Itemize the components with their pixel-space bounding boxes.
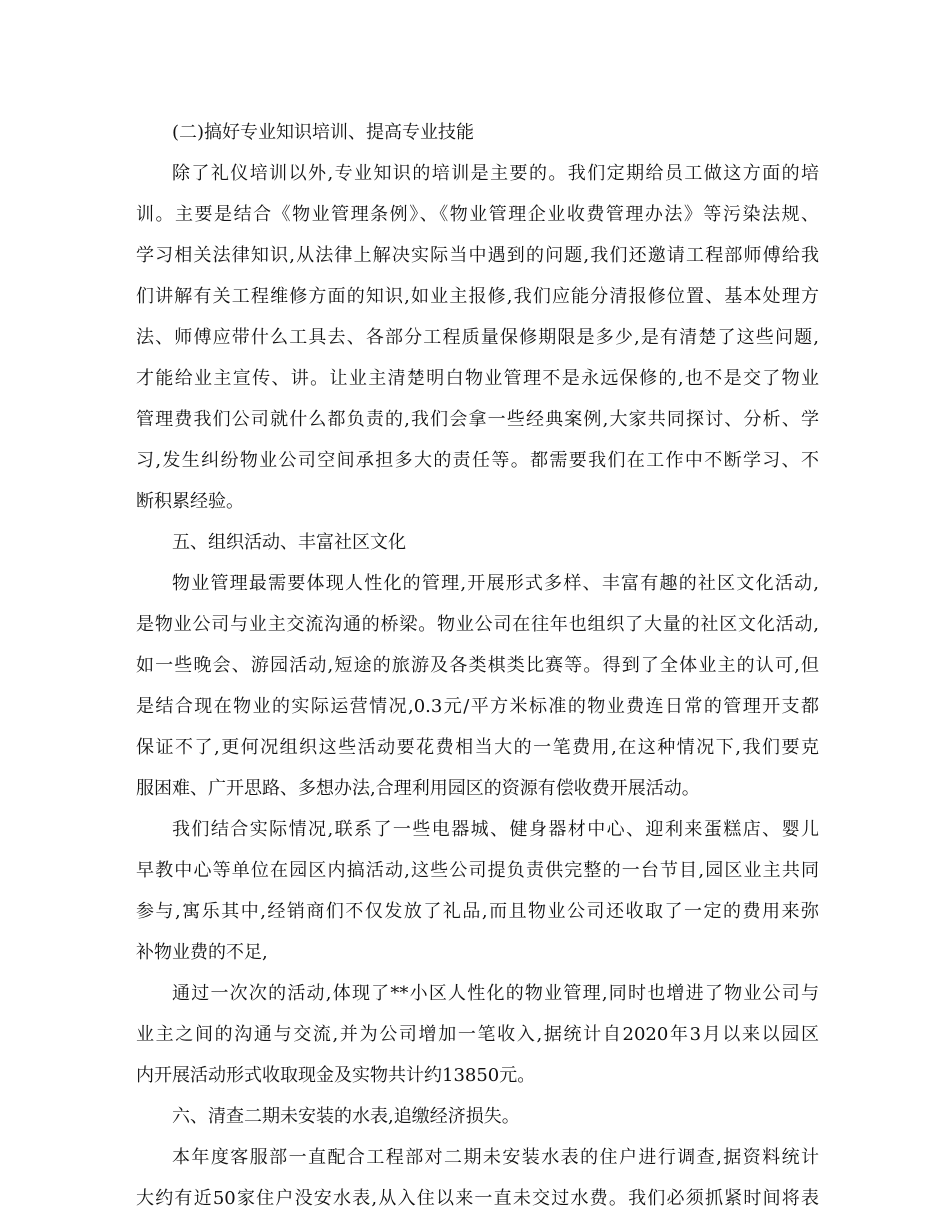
paragraph-line: 补物业费的不足,	[136, 942, 268, 963]
section-heading: 五、组织活动、丰富社区文化	[172, 532, 406, 553]
paragraph-line: 早教中心等单位在园区内搞活动,这些公司提负责供完整的一台节目,园区业主共同	[136, 860, 819, 881]
paragraph-line: 大约有近50家住户没安水表,从入住以来一直未交过水费。我们必须抓紧时间将表	[136, 1188, 819, 1209]
paragraph-line: 学习相关法律知识,从法律上解决实际当中遇到的问题,我们还邀请工程部师傅给我	[136, 245, 819, 266]
paragraph-line: 参与,寓乐其中,经销商们不仅发放了礼品,而且物业公司还收取了一定的费用来弥	[136, 901, 819, 922]
paragraph-line: 通过一次次的活动,体现了**小区人性化的物业管理,同时也增进了物业公司与	[172, 983, 819, 1004]
paragraph-line: 是物业公司与业主交流沟通的桥梁。物业公司在往年也组织了大量的社区文化活动,	[136, 614, 819, 635]
paragraph-line: 训。主要是结合《物业管理条例》、《物业管理企业收费管理办法》等污染法规、	[136, 204, 819, 225]
document-page	[136, 112, 819, 1219]
paragraph-line: 管理费我们公司就什么都负责的,我们会拿一些经典案例,大家共同探讨、分析、学	[136, 409, 819, 430]
paragraph-line: 服困难、广开思路、多想办法,合理利用园区的资源有偿收费开展活动。	[136, 778, 700, 799]
paragraph-line: 我们结合实际情况,联系了一些电器城、健身器材中心、迎利来蛋糕店、婴儿	[172, 819, 819, 840]
paragraph-line: 是结合现在物业的实际运营情况,0.3元/平方米标准的物业费连日常的管理开支都	[136, 696, 819, 717]
paragraph-line: 习,发生纠纷物业公司空间承担多大的责任等。都需要我们在工作中不断学习、不	[136, 450, 819, 471]
paragraph-line: 才能给业主宣传、讲。让业主清楚明白物业管理不是永远保修的,也不是交了物业	[136, 368, 819, 389]
paragraph-line: 法、师傅应带什么工具去、各部分工程质量保修期限是多少,是有清楚了这些问题,	[136, 327, 819, 348]
paragraph-line: 如一些晚会、游园活动,短途的旅游及各类棋类比赛等。得到了全体业主的认可,但	[136, 655, 819, 676]
paragraph-line: 保证不了,更何况组织这些活动要花费相当大的一笔费用,在这种情况下,我们要克	[136, 737, 819, 758]
paragraph-line: 断积累经验。	[136, 491, 244, 512]
section-heading: (二)搞好专业知识培训、提高专业技能	[172, 122, 475, 143]
paragraph-line: 本年度客服部一直配合工程部对二期未安装水表的住户进行调查,据资料统计	[172, 1147, 819, 1168]
paragraph-line: 们讲解有关工程维修方面的知识,如业主报修,我们应能分清报修位置、基本处理方	[136, 286, 819, 307]
paragraph-line: 物业管理最需要体现人性化的管理,开展形式多样、丰富有趣的社区文化活动,	[172, 573, 819, 594]
paragraph-line: 除了礼仪培训以外,专业知识的培训是主要的。我们定期给员工做这方面的培	[172, 163, 819, 184]
section-heading: 六、清查二期未安装的水表,追缴经济损失。	[172, 1106, 520, 1127]
paragraph-line: 业主之间的沟通与交流,并为公司增加一笔收入,据统计自2020年3月以来以园区	[136, 1024, 819, 1045]
paragraph-line: 内开展活动形式收取现金及实物共计约13850元。	[136, 1065, 536, 1086]
